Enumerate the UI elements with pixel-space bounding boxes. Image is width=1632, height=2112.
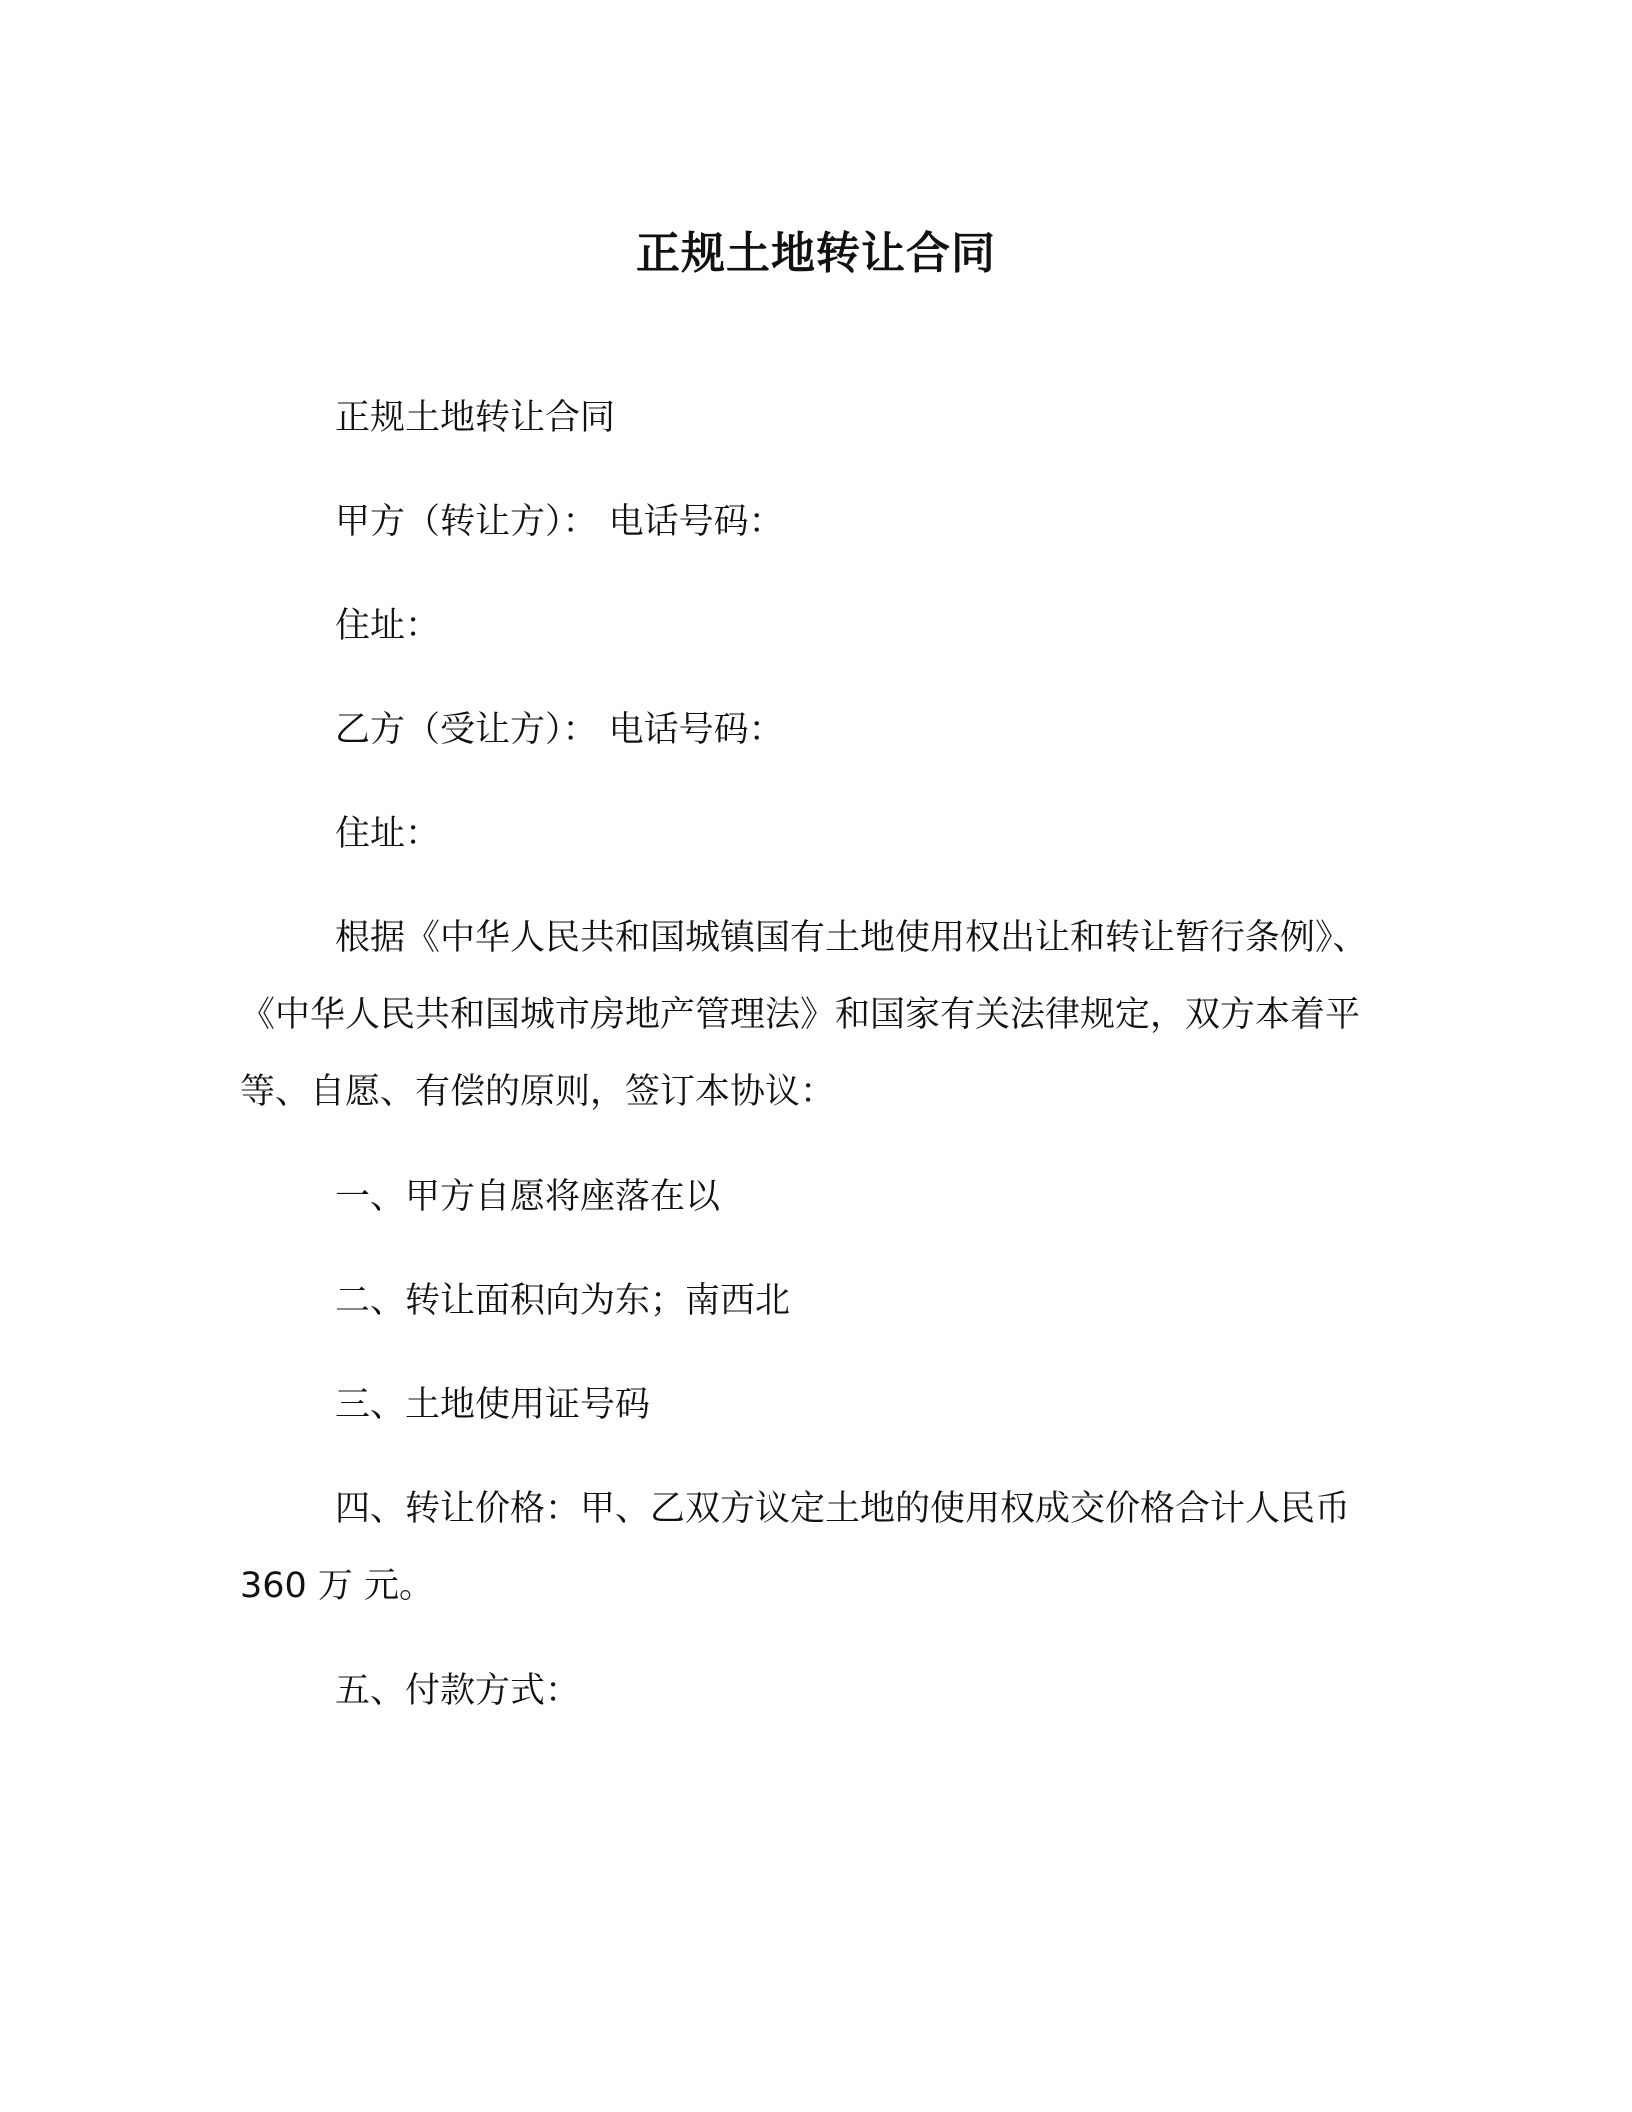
paragraph-clause-4: 四、转让价格：甲、乙双方议定土地的使用权成交价格合计人民币 360 万 元。 [240,1489,1351,1606]
paragraph-clause-1: 一、甲方自愿将座落在以 [335,1177,721,1217]
paragraph-party-a: 甲方（转让方）： 电话号码： [335,502,784,542]
paragraph-legal-basis: 根据《中华人民共和国城镇国有土地使用权出让和转让暂行条例》、《中华人民共和国城市房地产管理法》和国家有关法律规定，双方本着平等、自愿、有偿的原则，签订本协议： [240,918,1368,1112]
paragraph-party-a-address: 住址： [335,606,441,646]
document-body [240,392,1390,1769]
paragraph-party-b: 乙方（受让方）： 电话号码： [335,710,784,750]
paragraph-party-b-address: 住址： [335,814,441,854]
paragraph-clause-2: 二、转让面积向为东；南西北 [335,1281,791,1321]
paragraph-clause-3: 三、土地使用证号码 [335,1385,651,1425]
paragraph-clause-5: 五、付款方式： [335,1671,581,1711]
paragraph-subtitle: 正规土地转让合同 [335,398,616,438]
page-title: 正规土地转让合同 [636,228,996,279]
